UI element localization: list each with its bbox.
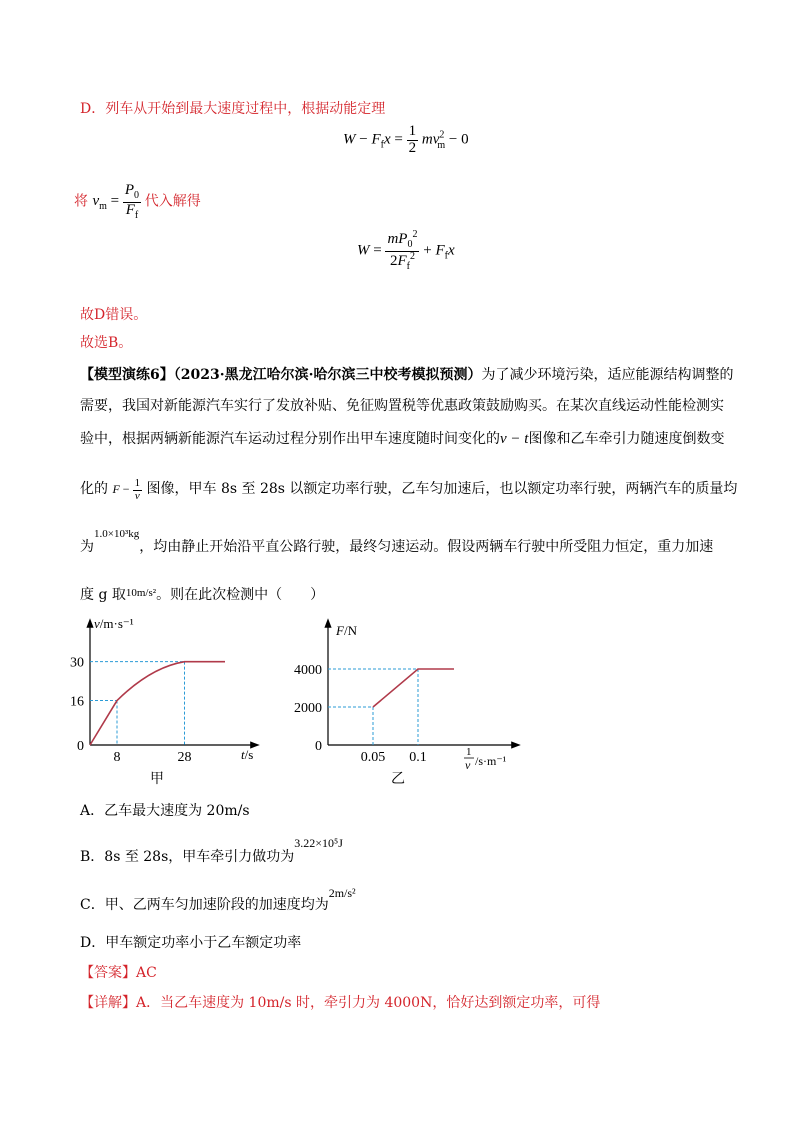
option-c: C．甲、乙两车匀加速阶段的加速度均为2m/s² bbox=[80, 886, 356, 913]
substitute-line: 将 $v_m$ = $\frac{P_0}{F_f}$ 代入解得 bbox=[74, 182, 201, 221]
chart-yi bbox=[288, 615, 528, 790]
d-conclusion: 故D错误。 bbox=[80, 307, 148, 323]
problem-line-4: 化的 F − $\frac{1}{v}$ 图像，甲车 8s 至 28s 以额定功率行驶，乙车匀加速后，也以额定功率行驶，两辆汽车的质量均 bbox=[80, 477, 738, 502]
problem-line-1: 【模型演练6】（2023·黑龙江哈尔滨·哈尔滨三中校考模拟预测）为了减少环境污染，适应能源结构调整的 bbox=[80, 367, 734, 383]
yi-y-tick: 0 bbox=[315, 739, 322, 754]
yi-title: 乙 bbox=[391, 772, 405, 787]
work-result-equation: W = $\frac{mP_0^2}{2F_f^2}$ + $F_fx$ bbox=[357, 229, 455, 272]
answer-line: 【答案】AC bbox=[80, 965, 157, 981]
mass-value: 1.0×10³kg bbox=[94, 528, 140, 540]
svg-text:/s·m⁻¹: /s·m⁻¹ bbox=[475, 754, 507, 768]
problem-line-3: 验中，根据两辆新能源汽车运动过程分别作出甲车速度随时间变化的v − t图像和乙车牵引力随速度倒数变 bbox=[80, 431, 725, 447]
problem-source: （2023·黑龙江哈尔滨·哈尔滨三中校考模拟预测） bbox=[173, 367, 482, 383]
yi-y-tick: 2000 bbox=[294, 701, 322, 716]
choose-line: 故选B。 bbox=[80, 335, 133, 351]
jia-ylabel: v/m·s⁻¹ bbox=[94, 616, 134, 631]
jia-xlabel: t/s bbox=[241, 747, 254, 762]
yi-ylabel: F/N bbox=[336, 623, 357, 638]
detail-line: 【详解】A．当乙车速度为 10m/s 时，牵引力为 4000N，恰好达到额定功率，可得 bbox=[80, 995, 601, 1011]
jia-x-tick: 28 bbox=[177, 750, 192, 765]
svg-text:v: v bbox=[465, 758, 471, 772]
option-b-value: 3.22×10⁵J bbox=[294, 836, 343, 850]
jia-y-tick: 30 bbox=[70, 655, 84, 671]
jia-guides bbox=[90, 662, 185, 745]
option-c-value: 2m/s² bbox=[328, 886, 356, 900]
option-b: B．8s 至 28s，甲车牵引力做功为3.22×10⁵J bbox=[80, 836, 343, 865]
jia-y-tick: 0 bbox=[77, 739, 84, 754]
answer-value: AC bbox=[136, 965, 157, 981]
g-value: 10m/s² bbox=[125, 587, 157, 599]
yi-xlabel bbox=[464, 746, 507, 772]
option-d: D．甲车额定功率小于乙车额定功率 bbox=[80, 935, 302, 951]
work-energy-equation: $W - F_fx$ = $\frac{1}{2}$ $mv^2_m - 0$ bbox=[343, 123, 469, 156]
jia-title: 甲 bbox=[150, 772, 164, 787]
option-d-explanation: D．列车从开始到最大速度过程中，根据动能定理 bbox=[80, 101, 386, 117]
problem-line-6: 度 g 取$^{10m/s^2}$。则在此次检测中（ ） bbox=[80, 587, 325, 603]
svg-text:1: 1 bbox=[466, 746, 472, 758]
problem-tag: 【模型演练6】 bbox=[80, 367, 174, 383]
problem-line-5: 为$^{1.0\times 10^3kg}$，均由静止开始沿平直公路行驶，最终匀速运动。假设两辆车行驶中所受阻力恒定，重力加速 bbox=[80, 528, 714, 555]
yi-x-tick: 0.05 bbox=[360, 750, 386, 765]
problem-line-2: 需要，我国对新能源汽车实行了发放补贴、免征购置税等优惠政策鼓励购买。在某次直线运动性能检测实 bbox=[80, 398, 724, 414]
jia-x-tick: 8 bbox=[113, 750, 121, 765]
option-a: A．乙车最大速度为 20m/s bbox=[80, 803, 250, 819]
chart-jia bbox=[70, 615, 280, 790]
yi-y-tick: 4000 bbox=[294, 663, 322, 678]
yi-force-line bbox=[373, 669, 454, 707]
yi-x-tick: 0.1 bbox=[409, 750, 427, 765]
jia-velocity-curve bbox=[90, 662, 225, 745]
jia-y-tick: 16 bbox=[70, 694, 84, 710]
